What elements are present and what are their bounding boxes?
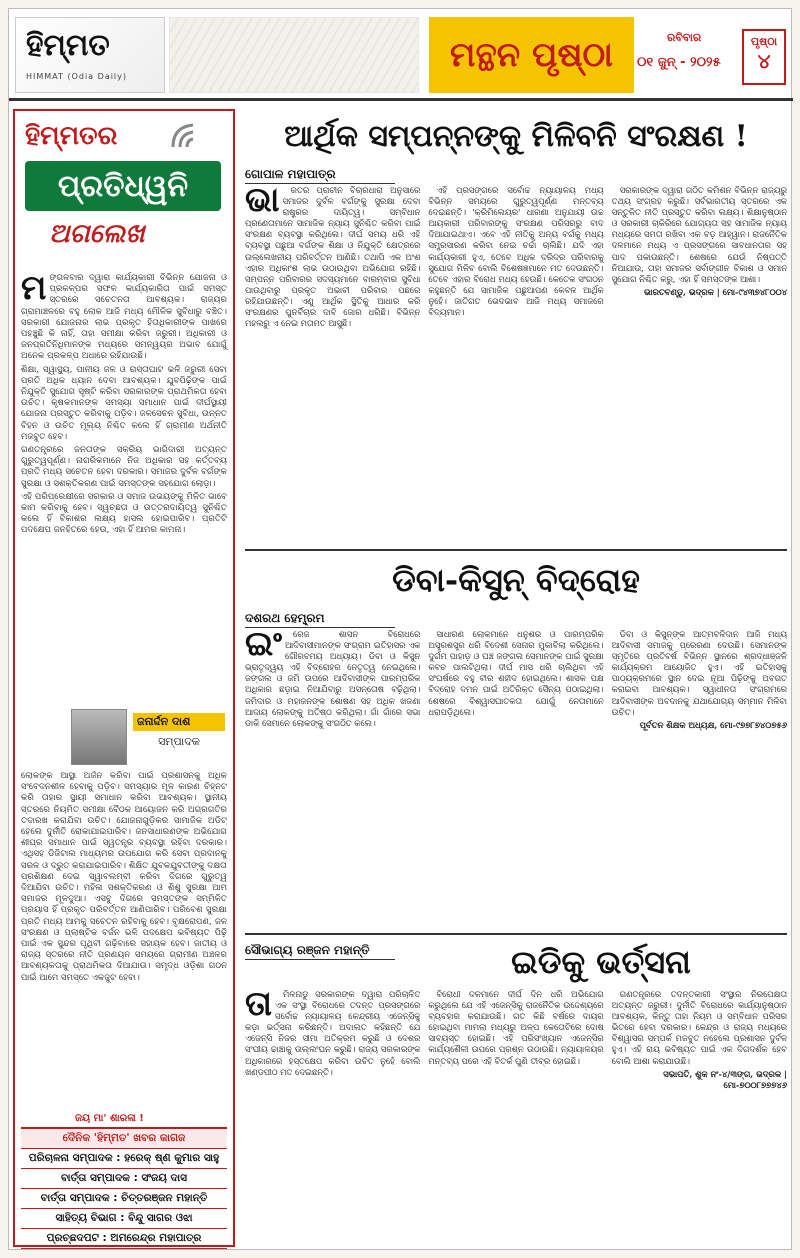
credit-row: ବାର୍ତ୍ତା ସମ୍ପାଦକ : ସଂଜୟ ଦାସ xyxy=(21,1169,227,1189)
credits-box xyxy=(21,1127,227,1249)
article-paragraph: ରତର ପ୍ରାଚୀନ ବିଚାରଧାରା ଅନୁସାରେ ସମାଜର ଦୁର୍ବଳ ବର୍ଗଙ୍କୁ ସୁରକ୍ଷା ଦେବା ରାଷ୍ଟ୍ରର ଦାୟିତ୍ୱ। ସମ୍ବିଧାନ ପ୍ରଣେତାମାନେ ସାମାଜିକ ନ୍ୟାୟ ସୁନିଶ୍ଚିତ କରିବା ପାଇଁ ସଂରକ୍ଷଣ ବ୍ୟବସ୍ଥା କରିଥିଲେ। ଦୀର୍ଘ ସମୟ ଧରି ଏହି ବ୍ୟବସ୍ଥା ପଛୁଆ ବର୍ଗଙ୍କ ଶିକ୍ଷା ଓ ନିଯୁକ୍ତି କ୍ଷେତ୍ରରେ ଉଲ୍ଲେଖନୀୟ ପରିବର୍ତ୍ତନ ଆଣିଛି। ତଥାପି ଏକ ଅଂଶ ଏହାର ଅଧିକାଂଶ ଲାଭ ଉଠାଉଥିବା ଅଭିଯୋଗ ରହିଛି। ସମ୍ପନ୍ନ ପରିବାରର ସଦସ୍ୟମାନେ ବାରମ୍ବାର ସୁବିଧା ପାଉଥିବାରୁ ପ୍ରକୃତ ଅଭାବୀ ପରିବାର ପଛରେ ରହିଯାଉଛନ୍ତି। ଏଣୁ ଆର୍ଥିକ ସ୍ଥିତିକୁ ଆଧାର କରି ସଂରକ୍ଷଣର ପୁନର୍ବିଚାର ଦାବି ଜୋର ଧରିଛି। ବିଭିନ୍ନ ମହଲରୁ ଏ ନେଇ ମତାମତ ଆସୁଛି। xyxy=(245,185,421,329)
pratidhwani-banner xyxy=(19,115,229,265)
editorial-continued xyxy=(21,771,227,1111)
article-ed-rebuke xyxy=(245,939,787,1245)
credit-row: ବାର୍ତ୍ତା ସମ୍ପାଦକ : ଚିତ୍ତରଞ୍ଜନ ମହାନ୍ତି xyxy=(21,1189,227,1209)
credits-heading: ଦୈନିକ 'ହିମ୍ମତ' ଖବର କାଗଜ xyxy=(21,1129,227,1149)
article-diba-kisun xyxy=(245,555,787,929)
article-signature: ପୂର୍ବତନ ଶିକ୍ଷକ ଅଧ୍ୟକ୍ଷ, ମୋ-୯୭୭୮୭୪୦୭୫୬ xyxy=(639,719,787,730)
logo-text: ହିମ୍ମତ xyxy=(26,28,110,63)
article-column xyxy=(245,185,420,543)
author-box xyxy=(71,709,227,765)
article-paragraph: ରେଜ ଶାସନ ବିରୋଧରେ ଆଦିବାସୀମାନଙ୍କ ସଂଗ୍ରାମ ଇତିହାସର ଏକ ଗୌରବମୟ ଅଧ୍ୟାୟ। ଡିବା ଓ କିସୁନ୍ ଭ୍ରାତୃଦ୍ୱୟ ଏହି ବିଦ୍ରୋହର ନେତୃତ୍ୱ ନେଇଥିଲେ। ଜଙ୍ଗଲ ଓ ଜମି ଉପରେ ଆଦିବାସୀଙ୍କ ପାରମ୍ପରିକ ଅଧିକାର ଛଡ଼ାଇ ନିଆଯିବାରୁ ଅସନ୍ତୋଷ ବଢ଼ିଥିଲା। ଜମିଦାର ଓ ମହାଜନଙ୍କ ଶୋଷଣ ସହ ଅଧିକ ଖଜଣା ଆଦାୟ ଲୋକଙ୍କୁ ଅତିଷ୍ଠ କରିଥିଲା। ଗାଁ ଗାଁରେ ସଭା ଡାକି ସେମାନେ ଲୋକଙ୍କୁ ସଂଗଠିତ କଲେ। xyxy=(245,629,421,728)
article-headline: ଆର୍ଥିକ ସମ୍ପନ୍ନଙ୍କୁ ମିଳିବନି ସଂରକ୍ଷଣ ! xyxy=(284,119,748,154)
article-drop-cap: ଇଂ xyxy=(245,629,283,664)
article-divider xyxy=(245,933,787,935)
article-byline: ସୌଭାଗ୍ୟ ରଞ୍ଜନ ମହାନ୍ତି xyxy=(245,943,395,960)
article-column xyxy=(245,989,420,1243)
article-paragraph: ସରକାରଙ୍କ ଦ୍ୱାରା ଗଠିତ କମିଶନ ବିଭିନ୍ନ ରାଜ୍ୟରୁ ତଥ୍ୟ ସଂଗ୍ରହ କରୁଛି। ସର୍ବଭାରତୀୟ ସ୍ତରରେ ଏକ ସନ୍ତୁଳିତ ନୀତି ପ୍ରସ୍ତୁତ କରିବା ଲକ୍ଷ୍ୟ। ଶିକ୍ଷାନୁଷ୍ଠାନ ଓ ସରକାରୀ ଚାକିରିରେ ଯୋଗ୍ୟତା ସହ ସାମାଜିକ ନ୍ୟାୟ ମଧ୍ୟରେ ସମତା ରଖିବା ଏକ ବଡ଼ ଆହ୍ୱାନ। ରାଜନୈତିକ ଦଳମାନେ ମଧ୍ୟ ଏ ପ୍ରସଙ୍ଗରେ ସାବଧାନତାର ସହ ପାଦ ପକାଉଛନ୍ତି। ଶେଷରେ ଯେଉଁ ନିଷ୍ପତ୍ତି ନିଆଯାଉ, ତାହା ସମାଜର ସର୍ବାଙ୍ଗୀନ ବିକାଶ ଓ ସମାନ ସୁଯୋଗ ନିଶ୍ଚିତ କରୁ, ଏହା ହିଁ ସମସ୍ତଙ୍କ ଆଶା। xyxy=(611,185,787,284)
article-paragraph: ଏହି ପ୍ରସଙ୍ଗରେ ସର୍ବୋଚ୍ଚ ନ୍ୟାୟାଳୟ ମଧ୍ୟ ବିଭିନ୍ନ ସମୟରେ ଗୁରୁତ୍ୱପୂର୍ଣ୍ଣ ମନ୍ତବ୍ୟ ଦେଇଛନ୍ତି। 'କ୍ରିମିଲେୟର' ଧାରଣା ଅନୁଯାୟୀ ଉଚ୍ଚ ଆୟକାରୀ ପରିବାରଙ୍କୁ ସଂରକ୍ଷଣ ପରିସରରୁ ବାଦ ଦିଆଯାଇଥାଏ। ଏବେ ଏହି ନୀତିକୁ ଅନ୍ୟ ବର୍ଗକୁ ମଧ୍ୟ ସମ୍ପ୍ରସାରଣ କରିବା ନେଇ ଚର୍ଚ୍ଚା ଚାଲିଛି। ଯଦି ଏହା କାର୍ଯ୍ୟକାରୀ ହୁଏ, ତେବେ ଅଧିକ ଦରିଦ୍ର ପରିବାରକୁ ସୁଯୋଗ ମିଳିବ ବୋଲି ବିଶେଷଜ୍ଞମାନେ ମତ ଦେଉଛନ୍ତି। ତେବେ ଏହାର ବିରୋଧ ମଧ୍ୟ ହେଉଛି। କେତେକ ସଂଗଠନ କହୁଛନ୍ତି ଯେ ସାମାଜିକ ପଛୁଆପଣ କେବଳ ଆର୍ଥିକ ନୁହେଁ। ଜାତିଗତ ଭେଦଭାବ ଆଜି ମଧ୍ୟ ସମାଜରେ ବିଦ୍ୟମାନ। xyxy=(428,185,604,318)
credit-row: ସାହିତ୍ୟ ବିଭାଗ : ବିନ୍ଦୁ ସାଗର ଓଝା xyxy=(21,1209,227,1229)
article-divider xyxy=(245,549,787,551)
article-columns xyxy=(245,185,787,543)
article-byline: ଗୋପାଳ ମହାପାତ୍ର xyxy=(245,167,395,184)
page-number: ୪ xyxy=(757,49,771,73)
article-paragraph: ମିଳନାଡୁ ସରକାରଙ୍କ ଦ୍ୱାରା ପରିଚାଳିତ ଏକ ସଂସ୍ଥା ବିରୋଧରେ ତଦନ୍ତ ପ୍ରସଙ୍ଗରେ ସର୍ବୋଚ୍ଚ ନ୍ୟାୟାଳୟ କେନ୍ଦ୍ରୀୟ ଏଜେନ୍ସିକୁ କଡ଼ା ଭର୍ତ୍ସନା କରିଛନ୍ତି। ଅଦାଲତ କହିଛନ୍ତି ଯେ ଏଜେନ୍ସି ନିଜର ସୀମା ଅତିକ୍ରମ କରୁଛି ଓ ଦେଶର ସଂଘୀୟ ଢାଞ୍ଚାକୁ ଉଲ୍ଲଂଘନ କରୁଛି। ରାଜ୍ୟ ସରକାରଙ୍କ ଅଧିକାରରେ ହସ୍ତକ୍ଷେପ କରିବା ଉଚିତ ନୁହେଁ ବୋଲି ଖଣ୍ଡପୀଠ ମତ ଦେଇଛନ୍ତି। xyxy=(245,989,421,1077)
editorial-paragraph: ଏହି ପରିପ୍ରେକ୍ଷୀରେ ସରକାର ଓ ସମାଜ ଉଭୟଙ୍କୁ ମିଳିତ ଭାବେ କାମ କରିବାକୁ ହେବ। ସ୍ୱଚ୍ଛତା ଓ ଉତ୍ତରଦାୟିତ୍ୱ ସୁନିଶ୍ଚିତ କଲେ ହିଁ ବିକାଶର ଲକ୍ଷ୍ୟ ହାସଲ ହୋଇପାରିବ। ପ୍ରତିଟି ପଦକ୍ଷେପ ଜନହିତରେ ହେଉ, ଏହା ହିଁ ଆମର କାମନା। xyxy=(21,491,227,536)
logo-subtitle: HIMMAT (Odia Daily) xyxy=(26,72,127,81)
editorial-paragraph: ଲୋକଙ୍କ ଆସ୍ଥା ଅର୍ଜନ କରିବା ପାଇଁ ପ୍ରଶାସନକୁ ଅଧିକ ସଂବେଦନଶୀଳ ହେବାକୁ ପଡ଼ିବ। ସମସ୍ୟାର ମୂଳ କାରଣ ଚିହ୍ନଟ କରି ତାହାର ସ୍ଥାୟୀ ସମାଧାନ କରିବା ଆବଶ୍ୟକ। ସ୍ଥାନୀୟ ସ୍ତରରେ ନିୟମିତ ସମୀକ୍ଷା ବୈଠକ ଆୟୋଜନ କରି ଅଗ୍ରଗତିର ତଦାରଖ କରାଯିବା ଉଚିତ। ଯୋଜନାଗୁଡ଼ିକର ସାମାଜିକ ଅଡିଟ୍ ହେଲେ ଦୁର୍ନୀତି ରୋକାଯାଇପାରିବ। ଜନସାଧାରଣଙ୍କ ଅଭିଯୋଗ ଶୀଘ୍ର ସମାଧାନ ପାଇଁ ସ୍ୱତନ୍ତ୍ର ବ୍ୟବସ୍ଥା ରହିବା ଦରକାର। ଏଥିସହ ଡିଜିଟାଲ ମାଧ୍ୟମର ଉପଯୋଗ କରି ସେବା ପ୍ରଦାନକୁ ସରଳ ଓ ଦ୍ରୁତ କରାଯାଇପାରିବ। ଶିକ୍ଷିତ ଯୁବକଯୁବତୀଙ୍କୁ ଦକ୍ଷତା ପ୍ରଶିକ୍ଷଣ ଦେଇ ସ୍ୱାବଲମ୍ବୀ କରିବା ଦିଗରେ ଗୁରୁତ୍ୱ ଦିଆଯିବା ଉଚିତ। ମହିଳା ସଶକ୍ତିକରଣ ଓ ଶିଶୁ ସୁରକ୍ଷା ଆମ ସମାଜର ମୂଳଦୁଆ। ଏସବୁ ଦିଗରେ ସମସ୍ତଙ୍କ ସମ୍ମିଳିତ ପ୍ରୟାସ ହିଁ ପ୍ରକୃତ ପରିବର୍ତ୍ତନ ଆଣିପାରିବ। ପରିବେଶ ସୁରକ୍ଷା ପ୍ରତି ମଧ୍ୟ ଆମକୁ ସଚେତନ ରହିବାକୁ ହେବ। ବୃକ୍ଷରୋପଣ, ଜଳ ସଂରକ୍ଷଣ ଓ ପ୍ଲାଷ୍ଟିକ ବର୍ଜନ ଭଳି ପଦକ୍ଷେପ ଭବିଷ୍ୟତ ପିଢ଼ି ପାଇଁ ଏକ ସୁନ୍ଦର ପୃଥିବୀ ଗଢ଼ିବାରେ ସହାୟକ ହେବ। ଜାତୀୟ ଓ ରାଜ୍ୟ ସ୍ତରରେ ନୀତି ପ୍ରଣୟନ ସମୟରେ ଗ୍ରାମୀଣ ଅଞ୍ଚଳର ଆବଶ୍ୟକତାକୁ ପ୍ରାଥମିକତା ଦିଆଯାଉ। ସମୃଦ୍ଧ ଓଡ଼ିଶା ଗଠନ ପାଇଁ ଆମେ ସମସ୍ତେ ଏକଜୁଟ ହେବା। xyxy=(21,771,227,983)
article-column xyxy=(428,629,603,927)
newspaper-page xyxy=(8,8,792,1250)
article-drop-cap: ତା xyxy=(245,989,273,1024)
author-role: ସମ୍ପାଦକ xyxy=(158,735,200,748)
author-photo xyxy=(71,709,127,765)
newspaper-logo xyxy=(15,17,165,93)
editorial-paragraph: ଶିକ୍ଷା, ସ୍ୱାସ୍ଥ୍ୟ, ପାନୀୟ ଜଳ ଓ ରାସ୍ତାଘାଟ ଭଳି ଜରୁରୀ ସେବା ପ୍ରତି ଅଧିକ ଧ୍ୟାନ ଦେବା ଆବଶ୍ୟକ। ଯୁବପିଢ଼ିଙ୍କ ପାଇଁ ନିଯୁକ୍ତି ସୁଯୋଗ ସୃଷ୍ଟି କରିବା ସରକାରଙ୍କ ପ୍ରାଥମିକତା ହେବା ଉଚିତ। କୃଷକମାନଙ୍କ ସମସ୍ୟା ସମାଧାନ ପାଇଁ ଦୀର୍ଘସ୍ଥାୟୀ ଯୋଜନା ପ୍ରସ୍ତୁତ କରିବାକୁ ପଡ଼ିବ। ଜଳସେଚନ ସୁବିଧା, ଉନ୍ନତ ବିହନ ଓ ଉଚିତ ମୂଲ୍ୟ ନିଶ୍ଚିତ କଲେ ହିଁ ଗ୍ରାମୀଣ ଅର୍ଥନୀତି ମଜବୁତ ହେବ। xyxy=(21,364,227,442)
editorial-drop-cap: ମ xyxy=(21,268,47,308)
section-title: ମନ୍ଥନ ପୃଷ୍ଠା xyxy=(429,17,634,93)
article-signature: ସଭାପତି, ଶୁକ ନଂ-୪/୩ଙ୍ଗ, ଭଦ୍ରକ | ମୋ-୭୦୦୮୭୭୭୪୬ xyxy=(663,1068,787,1090)
editorial-end-mark: ଜୟ ମା' ଶାରଳା ! xyxy=(75,1113,144,1124)
article-headline: ଇଡିକୁ ଭର୍ତ୍ସନା xyxy=(511,943,691,981)
banner-title-top: ହିମ୍ମତର xyxy=(25,121,118,151)
article-columns xyxy=(245,629,787,927)
article-column xyxy=(612,629,787,927)
article-reservation xyxy=(245,113,787,545)
broadcast-icon xyxy=(169,121,207,151)
masthead xyxy=(9,9,793,101)
article-paragraph: ସାଧାରଣ ଲୋକମାନେ ଧନୁଶର ଓ ପାରମ୍ପରିକ ଅସ୍ତ୍ରଶସ୍ତ୍ର ଧରି ବିଦେଶୀ ସେନାର ମୁକାବିଲା କରିଥିଲେ। ଦୁର୍ଗମ ପାହାଡ଼ ଓ ଘଞ୍ଚ ଜଙ୍ଗଲ ସେମାନଙ୍କ ପାଇଁ ସୁରକ୍ଷା କବଚ ପାଲଟିଥିଲା। ଦୀର୍ଘ ମାସ ଧରି ଚାଲିଥିବା ଏହି ସଂଘର୍ଷରେ ବହୁ ବୀର ଶହୀଦ ହୋଇଥିଲେ। ଶାସକ ପକ୍ଷ ବିଦ୍ରୋହ ଦମନ ପାଇଁ ଅତିରିକ୍ତ ସୈନ୍ୟ ପଠାଇଥିଲା। ଶେଷରେ ବିଶ୍ୱାସଘାତକତା ଯୋଗୁଁ ନେତାମାନେ ଧରାପଡ଼ିଥିଲେ। xyxy=(428,629,604,717)
article-column xyxy=(428,989,603,1243)
editorial-column xyxy=(13,109,235,1247)
date-box xyxy=(637,31,737,81)
article-column xyxy=(428,185,603,543)
article-paragraph: ଗଣତନ୍ତ୍ରରେ ତଦନ୍ତକାରୀ ସଂସ୍ଥାର ନିରପେକ୍ଷତା ଅତ୍ୟନ୍ତ ଜରୁରୀ। ଦୁର୍ନୀତି ବିରୋଧରେ କାର୍ଯ୍ୟାନୁଷ୍ଠାନ ଆବଶ୍ୟକ, କିନ୍ତୁ ତାହା ନିୟମ ଓ ସମ୍ବିଧାନ ପରିସର ଭିତରେ ହେବା ଦରକାର। କେନ୍ଦ୍ର ଓ ରାଜ୍ୟ ମଧ୍ୟରେ ବିଶ୍ୱାସର ସମ୍ପର୍କ ମଜବୁତ ନହେଲେ ପ୍ରଶାସନ ଦୁର୍ବଳ ହୁଏ। ଏହି ରାୟ ଭବିଷ୍ୟତ ପାଇଁ ଏକ ଦିଗଦର୍ଶକ ହେବ ବୋଲି ଆଶା କରାଯାଉଛି। xyxy=(611,989,787,1066)
article-byline: ଦଶରଥ ହେମ୍ବ୍ରମ xyxy=(245,611,395,628)
pen-decoration-image xyxy=(169,17,419,93)
editorial-text xyxy=(21,268,227,539)
credit-row: ପ୍ରଚ୍ଛଦପଟ : ଅମରେନ୍ଦ୍ର ମହାପାତ୍ର xyxy=(21,1229,227,1249)
issue-day: ରବିବାର xyxy=(667,31,702,44)
article-columns xyxy=(245,989,787,1243)
article-paragraph: ବିରୋଧୀ ଦଳମାନେ ଦୀର୍ଘ ଦିନ ଧରି ଅଭିଯୋଗ କରୁଥିଲେ ଯେ ଏହି ଏଜେନ୍ସିକୁ ରାଜନୈତିକ ଉଦ୍ଦେଶ୍ୟରେ ବ୍ୟବହାର କରାଯାଉଛି। ଗତ କିଛି ବର୍ଷରେ ଦାୟର ହୋଇଥିବା ମାମଲା ମଧ୍ୟରୁ ଅଳ୍ପ କେତୋଟିରେ ଦୋଷ ସାବ୍ୟସ୍ତ ହୋଇଛି। ଏହି ପରିସଂଖ୍ୟାନ ଏଜେନ୍ସିର କାର୍ଯ୍ୟଶୈଳୀ ଉପରେ ପ୍ରଶ୍ନ ଉଠାଉଛି। ନ୍ୟାୟାଳୟର ମନ୍ତବ୍ୟ ପରେ ଏହି ବିତର୍କ ପୁଣି ତୀବ୍ର ହୋଇଛି। xyxy=(428,989,604,1066)
article-drop-cap: ଭା xyxy=(245,185,280,220)
banner-title-bottom: ଅଗଲେଖ xyxy=(49,219,145,249)
article-column xyxy=(245,629,420,927)
author-name: ଜନାର୍ଦ୍ଦନ ଦାଶ xyxy=(133,713,225,731)
article-column xyxy=(612,185,787,543)
page-number-box xyxy=(742,29,786,85)
page-label: ପୃଷ୍ଠା xyxy=(750,35,778,48)
article-headline: ଡିବା-କିସୁନ୍ ବିଦ୍ରୋହ xyxy=(392,561,640,599)
editorial-paragraph: ଙ୍ଗଳବାର ଦ୍ୱାରା କାର୍ଯ୍ୟକାରୀ ବିଭିନ୍ନ ଯୋଜନା ଓ ପ୍ରକଳ୍ପର ସଫଳ କାର୍ଯ୍ୟକାରିତା ପାଇଁ ସମସ୍ତ ସ୍ତରରେ ସଚେତନତା ଆବଶ୍ୟକ। ରାଜ୍ୟର ଗ୍ରାମାଞ୍ଚଳରେ ବହୁ ଲୋକ ଆଜି ମଧ୍ୟ ମୌଳିକ ସୁବିଧାରୁ ବଞ୍ଚିତ। ସରକାରୀ ଯୋଜନାର ଲାଭ ପ୍ରକୃତ ହିତାଧିକାରୀଙ୍କ ପାଖରେ ପହଞ୍ଚୁଛି କି ନାହିଁ, ତାହା ସମୀକ୍ଷା କରିବା ଜରୁରୀ। ଅଧିକାରୀ ଓ ଜନପ୍ରତିନିଧିମାନଙ୍କ ମଧ୍ୟରେ ସମନ୍ୱୟର ଅଭାବ ଯୋଗୁଁ ଅନେକ ପ୍ରକଳ୍ପ ଅଧାରେ ରହିଯାଉଛି। xyxy=(21,273,227,362)
editorial-paragraph: ଗଣତନ୍ତ୍ରରେ ଜନତାଙ୍କ ସକ୍ରିୟ ଭାଗିଦାରୀ ଅତ୍ୟନ୍ତ ଗୁରୁତ୍ୱପୂର୍ଣ୍ଣ। ନାଗରିକମାନେ ନିଜ ଅଧିକାର ସହ କର୍ତ୍ତବ୍ୟ ପ୍ରତି ମଧ୍ୟ ସଚେତନ ହେବା ଦରକାର। ସମାଜର ଦୁର୍ବଳ ବର୍ଗଙ୍କ ସୁରକ୍ଷା ଓ ସଶକ୍ତିକରଣ ପାଇଁ ସମସ୍ତଙ୍କ ସହଯୋଗ ଲୋଡ଼ା। xyxy=(21,445,227,489)
article-column xyxy=(612,989,787,1243)
article-signature: ଭାରତବଣ୍ଡୁ, ଭଦ୍ରକ | ମୋ-୯୪୩୭୪୮୦୦୪ xyxy=(643,286,787,297)
issue-date: ୦୧ ଜୁନ୍ - ୨୦୨୫ xyxy=(637,55,721,70)
credit-row: ପରିଚାଳନା ସମ୍ପାଦକ : ହରେକ୍ ଷ୍ଣ କୁମାର ସାହୁ xyxy=(21,1149,227,1169)
banner-title-main: ପ୍ରତିଧ୍ୱନି xyxy=(25,161,221,211)
article-paragraph: ଡିବା ଓ କିସୁନ୍‌ଙ୍କ ଆତ୍ମବଳିଦାନ ଆଜି ମଧ୍ୟ ଆଦିବାସୀ ସମାଜକୁ ପ୍ରେରଣା ଦେଉଛି। ସେମାନଙ୍କ ସ୍ମୃତିରେ ପ୍ରତିବର୍ଷ ବିଭିନ୍ନ ସ୍ଥାନରେ ଶ୍ରଦ୍ଧାଞ୍ଜଳି କାର୍ଯ୍ୟକ୍ରମ ଆୟୋଜିତ ହୁଏ। ଏହି ଇତିହାସକୁ ପାଠ୍ୟକ୍ରମରେ ସ୍ଥାନ ଦେଇ ନୂଆ ପିଢ଼ିଙ୍କୁ ଅବଗତ କରାଇବା ଆବଶ୍ୟକ। ସ୍ୱାଧୀନତା ସଂଗ୍ରାମରେ ଆଦିବାସୀଙ୍କ ଅବଦାନକୁ ଯଥାଯୋଗ୍ୟ ସମ୍ମାନ ମିଳିବା ଉଚିତ। xyxy=(611,629,787,717)
